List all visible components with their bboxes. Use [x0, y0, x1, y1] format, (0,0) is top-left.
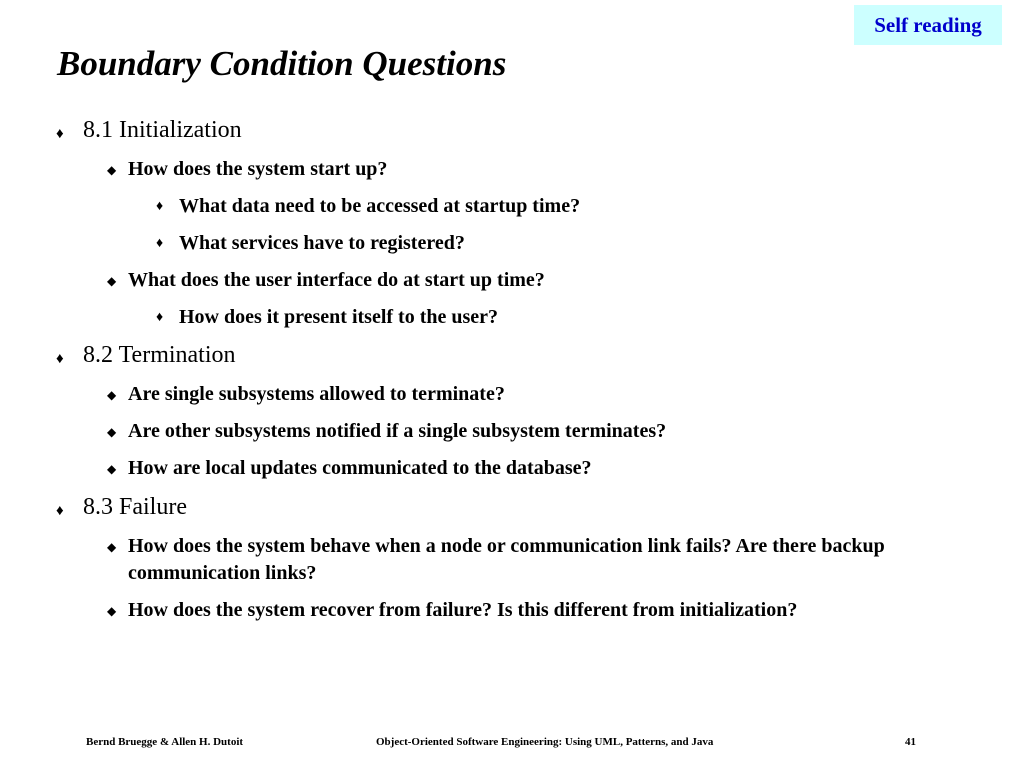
question-item — [107, 455, 592, 481]
question-item — [107, 418, 667, 444]
question-item — [107, 597, 798, 623]
section-heading-initialization — [56, 116, 242, 144]
section-heading-text: 8.2 Termination — [83, 342, 236, 368]
section-heading-text: 8.1 Initialization — [83, 117, 242, 143]
sub-question-text: How does it present itself to the user? — [179, 306, 499, 328]
diamond-bullet-icon: ◆ — [107, 425, 117, 439]
diamond-bullet-icon: ♦ — [156, 199, 164, 214]
diamond-bullet-icon: ♦ — [56, 503, 64, 519]
diamond-bullet-icon: ◆ — [107, 388, 117, 402]
question-text: Are single subsystems allowed to terminate? — [128, 383, 505, 405]
footer-authors: Bernd Bruegge & Allen H. Dutoit — [86, 736, 244, 748]
sub-question-item — [156, 193, 581, 219]
slide-title: Boundary Condition Questions — [57, 44, 507, 83]
sub-question-text: What services have to registered? — [179, 232, 465, 254]
question-text: What does the user interface do at start up time? — [128, 269, 545, 291]
question-item — [107, 156, 388, 182]
question-text: How are local updates communicated to the database? — [128, 457, 592, 479]
question-text: How does the system behave when a node or communication link fails? Are there backup communication links? — [128, 535, 885, 584]
question-text: How does the system start up? — [128, 158, 388, 180]
diamond-bullet-icon: ◆ — [107, 163, 117, 177]
question-item — [107, 533, 958, 587]
page-number: 41 — [905, 736, 916, 748]
diamond-bullet-icon: ♦ — [156, 310, 164, 325]
diamond-bullet-icon: ◆ — [107, 274, 117, 288]
self-reading-badge: Self reading — [854, 5, 1002, 45]
footer-book-title: Object-Oriented Software Engineering: Using UML, Patterns, and Java — [376, 736, 714, 748]
diamond-bullet-icon: ◆ — [107, 604, 117, 618]
diamond-bullet-icon: ◆ — [107, 462, 117, 476]
section-heading-termination — [56, 341, 236, 369]
diamond-bullet-icon: ♦ — [56, 126, 64, 142]
sub-question-item — [156, 304, 499, 330]
question-text: How does the system recover from failure? Is this different from initialization? — [128, 599, 798, 621]
diamond-bullet-icon: ♦ — [156, 236, 164, 251]
section-heading-text: 8.3 Failure — [83, 494, 187, 520]
diamond-bullet-icon: ◆ — [107, 540, 117, 554]
section-heading-failure — [56, 493, 187, 521]
question-item — [107, 381, 505, 407]
sub-question-item — [156, 230, 465, 256]
sub-question-text: What data need to be accessed at startup time? — [179, 195, 581, 217]
diamond-bullet-icon: ♦ — [56, 351, 64, 367]
question-item — [107, 267, 545, 293]
question-text: Are other subsystems notified if a single subsystem terminates? — [128, 420, 667, 442]
